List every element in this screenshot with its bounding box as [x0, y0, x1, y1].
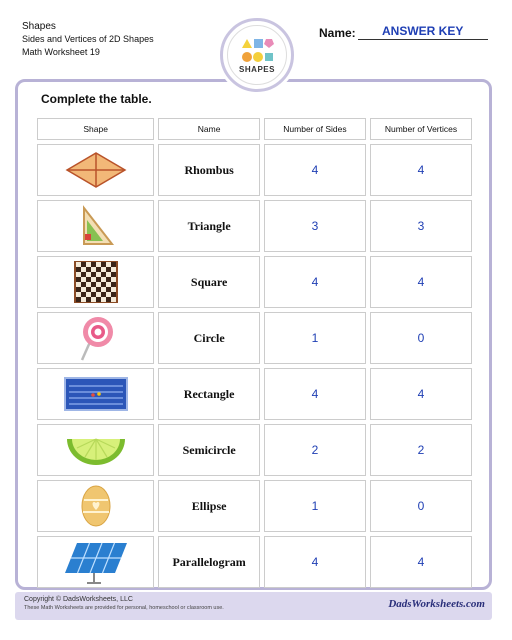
- header-shape: Shape: [37, 118, 154, 140]
- table-row: [37, 536, 472, 588]
- shapes-cluster-icon: [228, 26, 288, 70]
- shape-picture-cell: [37, 536, 154, 588]
- table-header-row: [37, 118, 472, 140]
- sides-value: 4: [264, 256, 366, 308]
- table-row: [37, 368, 472, 420]
- copyright-text: Copyright © DadsWorksheets, LLC: [24, 596, 133, 603]
- name-field: [319, 24, 488, 40]
- lime-slice-icon: [65, 433, 127, 467]
- shape-picture-cell: [37, 368, 154, 420]
- sides-value: 4: [264, 536, 366, 588]
- shape-picture-cell: [37, 312, 154, 364]
- logo-text: SHAPES: [239, 65, 275, 74]
- shapes-table: [33, 114, 476, 592]
- table-row: [37, 256, 472, 308]
- usage-note: These Math Worksheets are provided for personal, homeschool or classroom use.: [24, 605, 224, 611]
- sides-value: 4: [264, 368, 366, 420]
- sides-value: 4: [264, 144, 366, 196]
- table-row: [37, 144, 472, 196]
- kite-icon: [63, 150, 129, 190]
- header-name: Name: [158, 118, 260, 140]
- logo-inner-ring: [227, 25, 287, 85]
- lollipop-icon: [76, 314, 116, 362]
- table-row: [37, 424, 472, 476]
- shape-picture-cell: [37, 144, 154, 196]
- table-row: [37, 312, 472, 364]
- vertices-value: 2: [370, 424, 472, 476]
- solar-panel-icon: [63, 539, 129, 585]
- shape-picture-cell: [37, 424, 154, 476]
- sides-value: 1: [264, 480, 366, 532]
- vertices-value: 0: [370, 312, 472, 364]
- vertices-value: 4: [370, 536, 472, 588]
- sides-value: 2: [264, 424, 366, 476]
- shape-name: Rectangle: [158, 368, 260, 420]
- brand-logo: DadsWorksheets.com: [388, 598, 485, 610]
- footer: [15, 592, 492, 620]
- name-value: ANSWER KEY: [358, 24, 488, 40]
- shape-picture-cell: [37, 480, 154, 532]
- shape-picture-cell: [37, 200, 154, 252]
- table-row: [37, 200, 472, 252]
- header-vertices: Number of Vertices: [370, 118, 472, 140]
- egg-icon: [80, 483, 112, 529]
- worksheet-subtitle: Sides and Vertices of 2D Shapes: [22, 34, 154, 44]
- vertices-value: 4: [370, 256, 472, 308]
- vertices-value: 3: [370, 200, 472, 252]
- vertices-value: 4: [370, 368, 472, 420]
- vertices-value: 4: [370, 144, 472, 196]
- shape-name: Square: [158, 256, 260, 308]
- name-label: Name:: [319, 26, 356, 40]
- sides-value: 1: [264, 312, 366, 364]
- instruction-text: Complete the table.: [41, 92, 152, 106]
- shape-name: Triangle: [158, 200, 260, 252]
- pool-icon: [63, 375, 129, 413]
- header-sides: Number of Sides: [264, 118, 366, 140]
- shape-name: Semicircle: [158, 424, 260, 476]
- shapes-logo: [220, 18, 294, 92]
- shape-picture-cell: [37, 256, 154, 308]
- shape-name: Ellipse: [158, 480, 260, 532]
- worksheet-number: Math Worksheet 19: [22, 47, 100, 57]
- shape-name: Rhombus: [158, 144, 260, 196]
- sandwich-icon: [76, 204, 116, 248]
- vertices-value: 0: [370, 480, 472, 532]
- table-row: [37, 480, 472, 532]
- shape-name: Circle: [158, 312, 260, 364]
- worksheet-title: Shapes: [22, 21, 56, 32]
- chessboard-icon: [73, 260, 119, 304]
- sides-value: 3: [264, 200, 366, 252]
- worksheet-header: [22, 20, 154, 59]
- shape-name: Parallelogram: [158, 536, 260, 588]
